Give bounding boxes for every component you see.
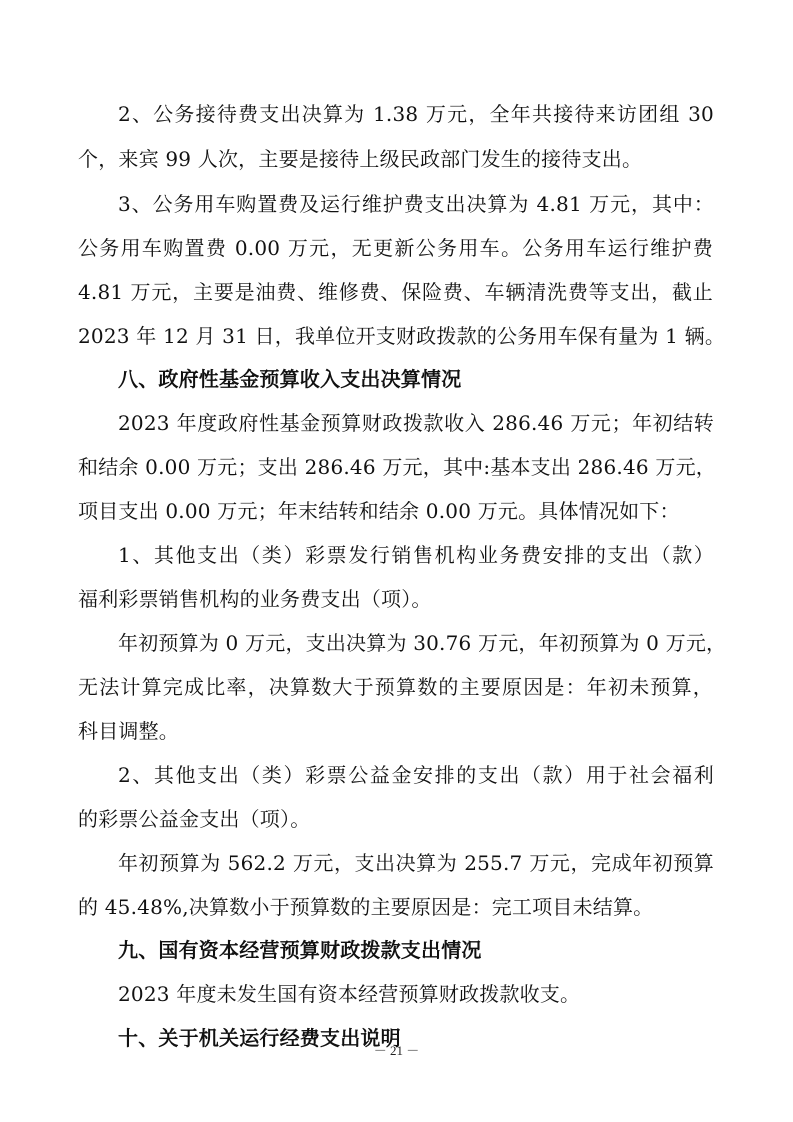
paragraph-state-capital: 2023 年度未发生国有资本经营预算财政拨款收支。 [118, 982, 581, 1006]
item-1-title-line-1: 1、其他支出（类）彩票发行销售机构业务费安排的支出（款） [118, 543, 714, 567]
item-2-title-line-2: 的彩票公益金支出（项）。 [78, 807, 311, 831]
item-2-title-line-1: 2、其他支出（类）彩票公益金安排的支出（款）用于社会福利 [118, 763, 714, 787]
paragraph-vehicle-line-3: 4.81 万元，主要是油费、维修费、保险费、车辆清洗费等支出，截止 [78, 280, 713, 304]
item-2-budget-line-2: 的 45.48%,决算数小于预算数的主要原因是：完工项目未结算。 [78, 895, 654, 919]
item-1-budget-line-2: 无法计算完成比率，决算数大于预算数的主要原因是：年初未预算， [78, 675, 713, 699]
item-1-budget-line-3: 科目调整。 [78, 719, 179, 743]
paragraph-reception-line-2: 个，来宾 99 人次，主要是接待上级民政部门发生的接待支出。 [78, 147, 643, 171]
section-8-heading: 八、政府性基金预算收入支出决算情况 [118, 367, 462, 391]
paragraph-fund-line-3: 项目支出 0.00 万元；年末结转和结余 0.00 万元。具体情况如下： [78, 499, 680, 523]
paragraph-vehicle-line-2: 公务用车购置费 0.00 万元，无更新公务用车。公务用车运行维护费 [78, 236, 713, 260]
item-1-budget-line-1: 年初预算为 0 万元，支出决算为 30.76 万元，年初预算为 0 万元， [118, 631, 727, 655]
page-number: － 21 － [373, 1043, 420, 1058]
section-9-heading: 九、国有资本经营预算财政拨款支出情况 [118, 938, 482, 962]
item-2-budget-line-1: 年初预算为 562.2 万元，支出决算为 255.7 万元，完成年初预算 [118, 851, 714, 875]
paragraph-fund-line-2: 和结余 0.00 万元；支出 286.46 万元，其中:基本支出 286.46 万元， [78, 455, 716, 479]
paragraph-fund-line-1: 2023 年度政府性基金预算财政拨款收入 286.46 万元；年初结转 [118, 411, 714, 435]
paragraph-vehicle-line-1: 3、公务用车购置费及运行维护费支出决算为 4.81 万元，其中： [118, 192, 714, 216]
paragraph-reception-line-1: 2、公务接待费支出决算为 1.38 万元，全年共接待来访团组 30 [118, 102, 714, 126]
item-1-title-line-2: 福利彩票销售机构的业务费支出（项）。 [78, 587, 432, 611]
paragraph-vehicle-line-4: 2023 年 12 月 31 日，我单位开支财政拨款的公务用车保有量为 1 辆。 [78, 324, 726, 348]
section-10-heading: 十、关于机关运行经费支出说明 [118, 1026, 401, 1050]
